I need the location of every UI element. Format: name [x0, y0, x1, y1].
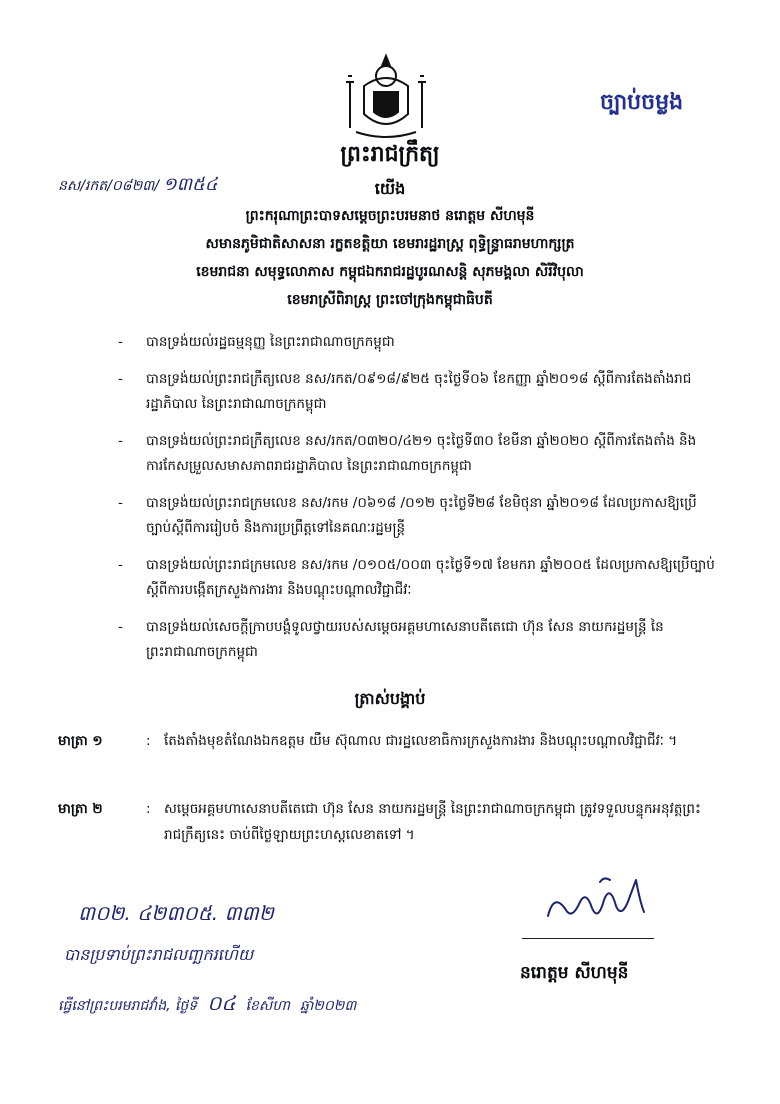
royal-signature: [540, 872, 660, 932]
signer-name: នរោត្តម សីហមុនី: [520, 963, 629, 983]
consideration-item: - បានទ្រង់យល់រដ្ឋធម្មនុញ្ញ នៃព្រះរាជាណាចក្រកម្ពុជា: [118, 334, 395, 350]
considerations-list: [118, 330, 718, 677]
consideration-item: - បានទ្រង់យល់ព្រះរាជក្រឹត្យលេខ នស/រកត/០៣២០/៤២១ ចុះថ្ងៃទី៣០ ខែមីនា ឆ្នាំ២០២០ ស្តីពីការតែងតាំង និងការកែសម្រួលសមាសភាពរាជរដ្ឋាភិបាល នៃព្រះរាជាណាចក្រកម្ពុជា: [118, 433, 697, 474]
article-label: មាត្រា ១: [58, 733, 103, 749]
king-title-line-3: ខេមរាជនា សមុទ្ធលោភាស កម្ពុជឯករាជរដ្ឋបូរណសន្តិ សុភមង្គលា សិរីវិបុលា: [196, 264, 584, 280]
reference-number: នស/រកត/០៨២៣/: [58, 178, 159, 194]
consideration-item: - បានទ្រង់យល់ព្រះរាជក្រមលេខ នស/រកម /០១០៥/០០៣ ចុះថ្ងៃទី១៧ ខែមករា ឆ្នាំ២០០៥ ដែលប្រកាសឱ្យប្រើច្បាប់ស្តីពីការបង្កើតក្រសួងការងារ និងបណ្តុះបណ្តាលវិជ្ជាជីវៈ: [118, 557, 715, 598]
signature-line: [522, 938, 654, 939]
consideration-item: - បានទ្រង់យល់ព្រះរាជក្រឹត្យលេខ នស/រកត/០៩១៨/៩២៥ ចុះថ្ងៃទី០៦ ខែកញ្ញា ឆ្នាំ២០១៨ ស្តីពីការតែងតាំងរាជរដ្ឋាភិបាល នៃព្រះរាជាណាចក្រកម្ពុជា: [118, 371, 692, 412]
article-text: សម្តេចអគ្គមហាសេនាបតីតេជោ ហ៊ុន សែន នាយករដ្ឋមន្ត្រី នៃព្រះរាជាណាចក្រកម្ពុជា ត្រូវទទួលបន្ទុកអនុវត្តព្រះរាជក្រឹត្យនេះ ចាប់ពីថ្ងៃឡាយព្រះហស្តលេខាតទៅ ។: [164, 801, 701, 843]
date-day: ០៤: [207, 991, 236, 1015]
date-month: ខែសីហា: [245, 998, 290, 1014]
signing-date-line: [58, 990, 356, 1020]
certified-copy-stamp: ច្បាប់ចម្លង: [600, 90, 684, 115]
reference-handwritten-number: ១៣៥៤: [162, 174, 218, 195]
king-title-line-4: ខេមរាស្រីពិរាស្ត្រ ព្រះចៅក្រុងកម្ពុជាធិបតី: [287, 292, 493, 308]
article-1: មាត្រា ១ : តែងតាំងមុខតំណែងឯកឧត្តម យឹម ស៊ុណាល ជារដ្ឋលេខាធិការក្រសួងការងារ និងបណ្តុះបណ្តាលវិជ្ជាជីវៈ ។: [58, 728, 718, 754]
article-2: មាត្រា ២ : សម្តេចអគ្គមហាសេនាបតីតេជោ ហ៊ុន សែន នាយករដ្ឋមន្ត្រី នៃព្រះរាជាណាចក្រកម្ពុជា ត្រូវទទួលបន្ទុកអនុវត្តព្រះរាជក្រឹត្យនេះ ចាប់ពីថ្ងៃឡាយព្រះហស្តលេខាតទៅ ។: [58, 796, 718, 848]
date-year: ឆ្នាំ២០២៣: [299, 998, 357, 1014]
document-title: ព្រះរាជក្រឹត្យ: [340, 142, 440, 167]
royal-arms-emblem-icon: [338, 52, 434, 142]
orders-heading: ត្រាស់បង្គាប់: [354, 689, 426, 708]
king-title-line-2: សមានភូមិជាតិសាសនា រក្ខតខត្តិយា ខេមរារដ្ឋរាស្ត្រ ពុទ្ធិន្ទ្រាធរាមហាក្សត្រ: [205, 236, 575, 252]
seal-registration-code: ៣០២.​ ៤២៣០៥. ៣៣២: [78, 901, 274, 925]
seal-note: បានប្រទាប់ព្រះរាជលញ្ឆករហើយ: [64, 945, 254, 964]
document-subtitle: យើង: [374, 179, 406, 198]
article-label: មាត្រា ២: [58, 801, 103, 817]
date-prefix: ធ្វើនៅព្រះបរមរាជវាំង, ថ្ងៃទី: [58, 998, 198, 1014]
consideration-item: - បានទ្រង់យល់ព្រះរាជក្រមលេខ នស/រកម /០៦១៨ /០១២ ចុះថ្ងៃទី២៨ ខែមិថុនា ឆ្នាំ២០១៨ ដែលប្រកាសឱ្យប្រើច្បាប់ស្តីពីការរៀបចំ និងការប្រព្រឹត្តទៅនៃគណៈរដ្ឋមន្ត្រី: [118, 495, 697, 536]
consideration-item: - បានទ្រង់យល់សេចក្តីក្រាបបង្គំទូលថ្វាយរបស់សម្តេចអគ្គមហាសេនាបតីតេជោ ហ៊ុន សែន នាយករដ្ឋមន្ត្រី នៃព្រះរាជាណាចក្រកម្ពុជា: [118, 619, 664, 660]
article-text: តែងតាំងមុខតំណែងឯកឧត្តម យឹម ស៊ុណាល ជារដ្ឋលេខាធិការក្រសួងការងារ និងបណ្តុះបណ្តាលវិជ្ជាជីវៈ ។: [164, 733, 678, 749]
king-title-line-1: ព្រះករុណាព្រះបាទសម្តេចព្រះបរមនាថ នរោត្តម សីហមុនី: [245, 208, 535, 224]
